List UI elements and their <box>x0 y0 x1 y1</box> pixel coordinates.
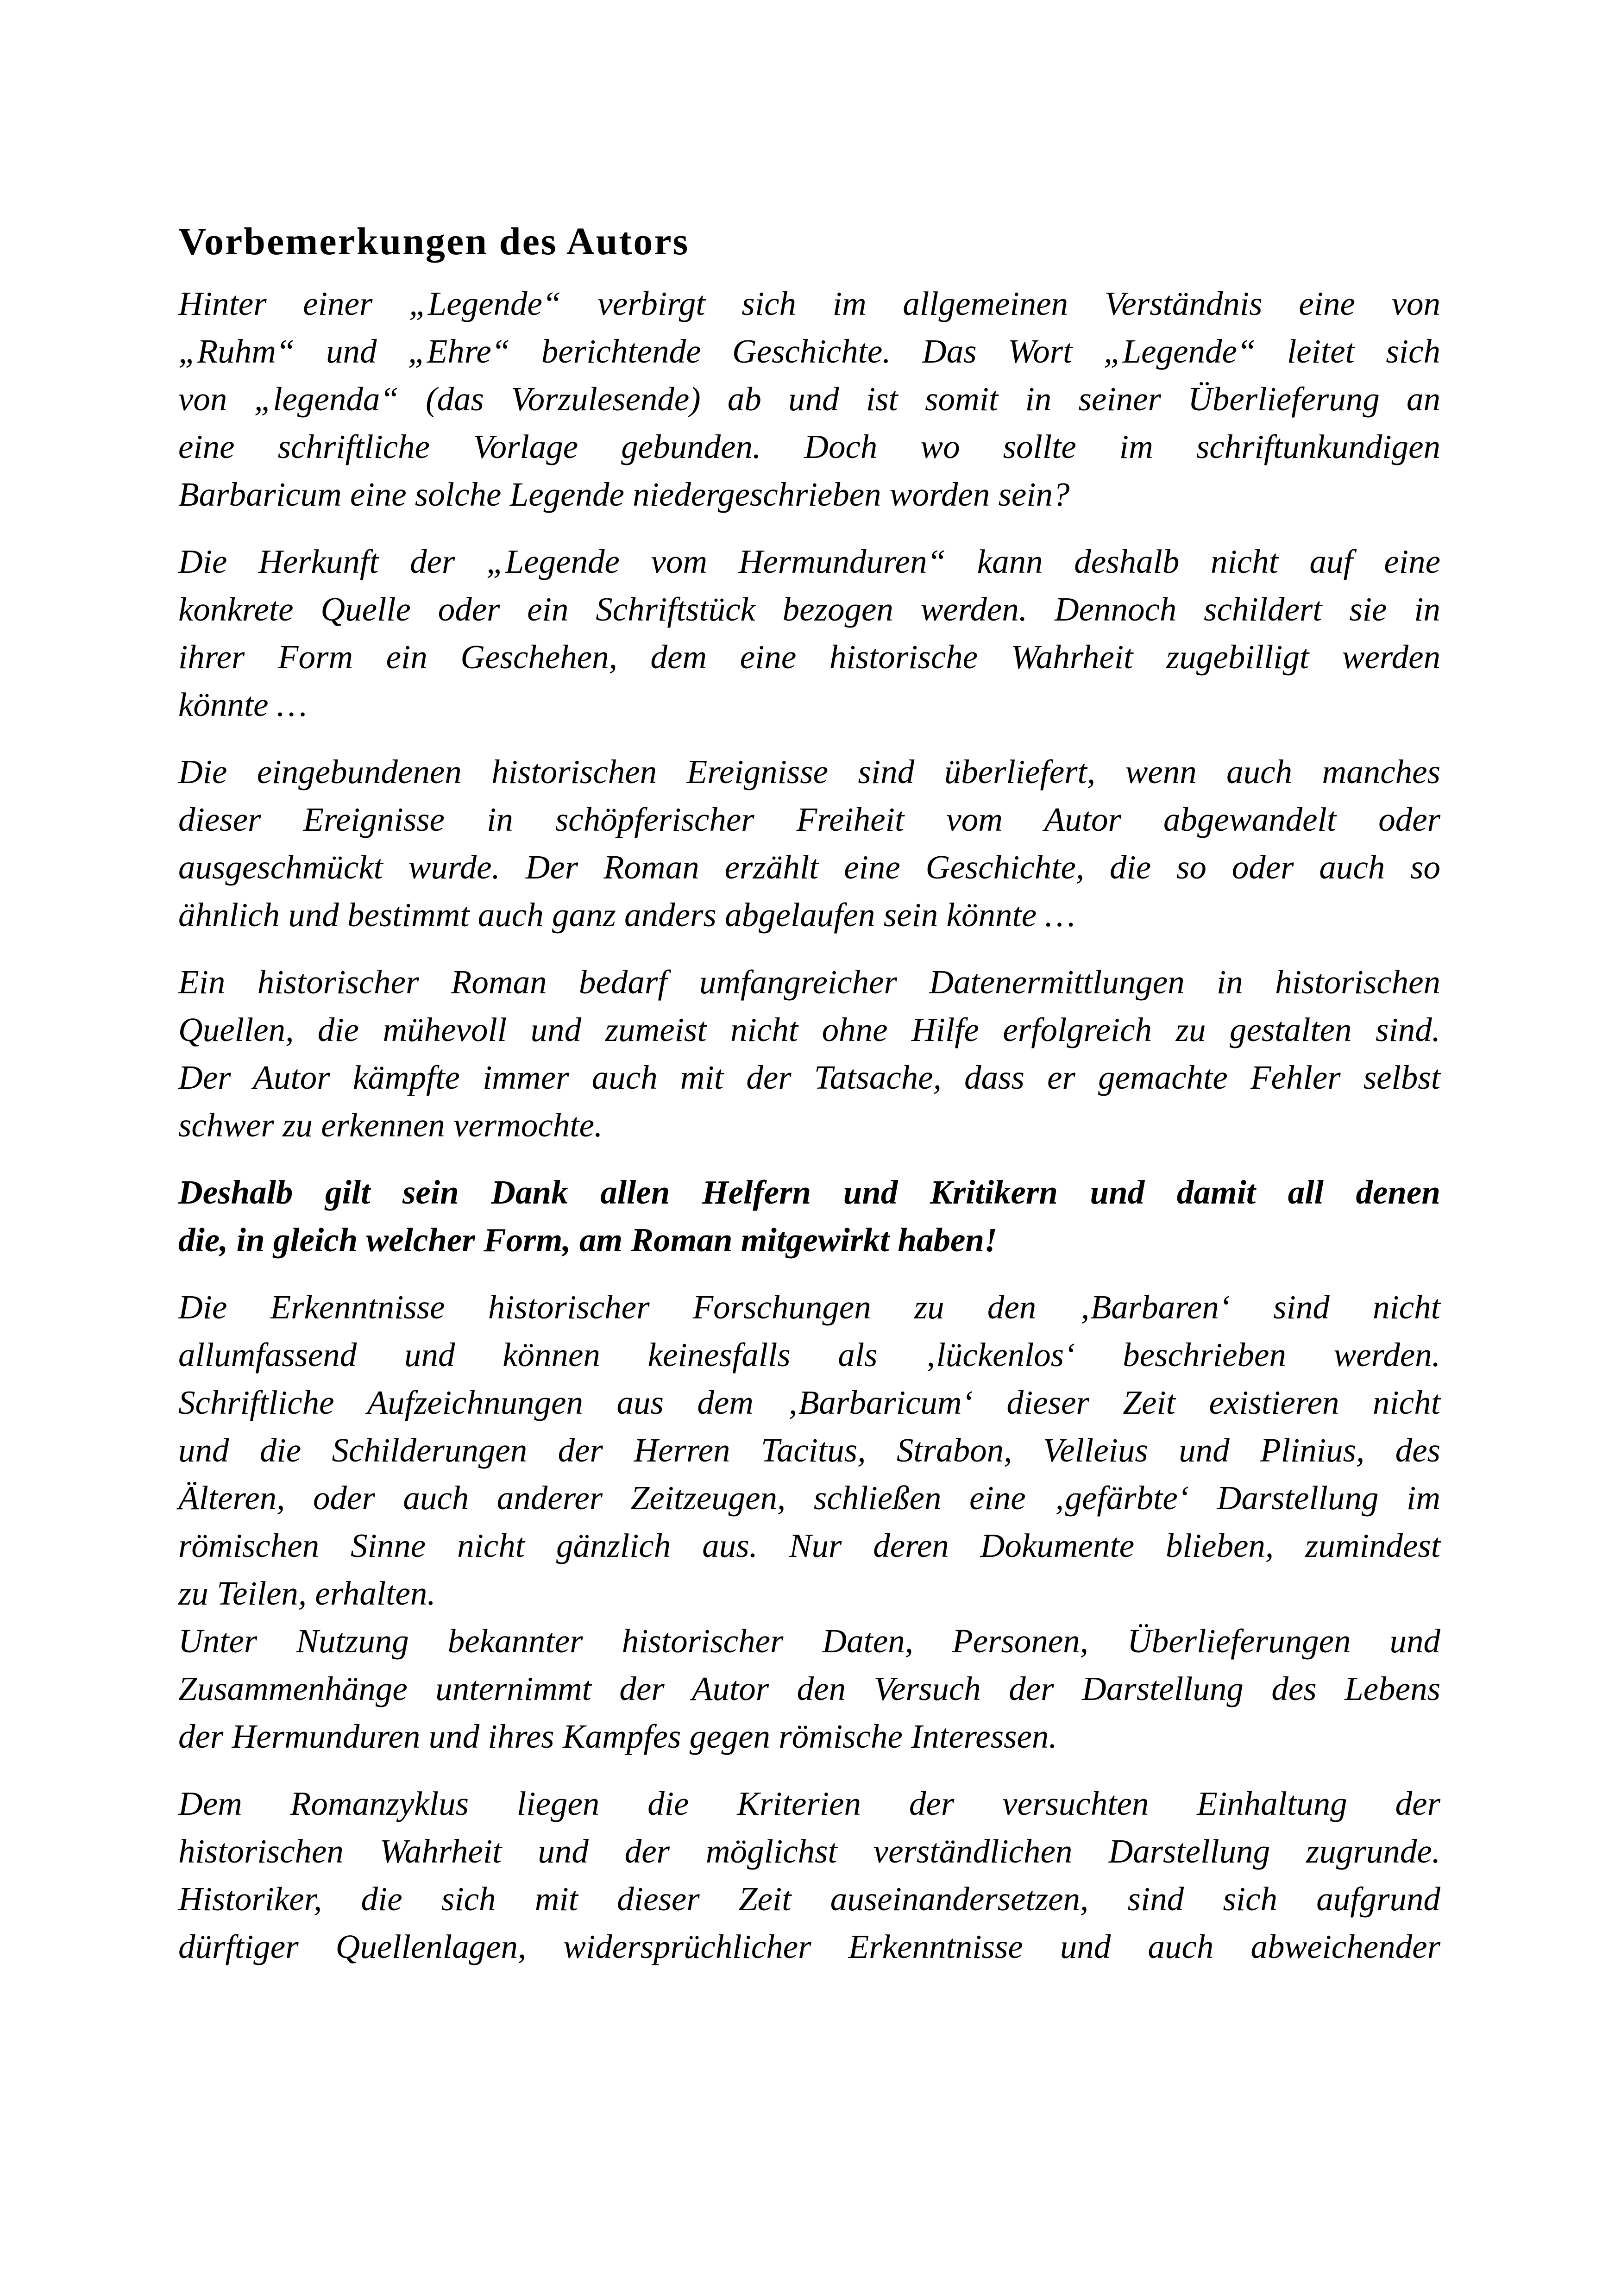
text-line: Die eingebundenen historischen Ereignisse sind überliefert, wenn auch manches <box>178 753 1440 790</box>
paragraph <box>178 958 1440 1149</box>
text-line: Die Erkenntnisse historischer Forschungen zu den ‚Barbaren‘ sind nicht <box>178 1288 1440 1326</box>
text-line: der Hermunduren und ihres Kampfes gegen römische Interessen. <box>178 1718 1057 1755</box>
text-line: die, in gleich welcher Form, am Roman mitgewirkt haben! <box>178 1221 998 1259</box>
text-line: von „legenda“ (das Vorzulesende) ab und ist somit in seiner Überlieferung an <box>178 380 1440 418</box>
text-line: Ein historischer Roman bedarf umfangreicher Datenermittlungen in historischen <box>178 963 1440 1001</box>
text-line: „Ruhm“ und „Ehre“ berichtende Geschichte. Das Wort „Legende“ leitet sich <box>178 332 1440 370</box>
text-line: könnte … <box>178 686 307 723</box>
text-line: Die Herkunft der „Legende vom Hermunduren“ kann deshalb nicht auf eine <box>178 543 1440 580</box>
text-line: Quellen, die mühevoll und zumeist nicht ohne Hilfe erfolgreich zu gestalten sind. <box>178 1011 1440 1048</box>
text-line: historischen Wahrheit und der möglichst verständlichen Darstellung zugrunde. <box>178 1832 1440 1870</box>
text-line: schwer zu erkennen vermochte. <box>178 1106 603 1144</box>
paragraph <box>178 748 1440 939</box>
text-line: Zusammenhänge unternimmt der Autor den Versuch der Darstellung des Lebens <box>178 1670 1440 1707</box>
paragraph-emphasis <box>178 1168 1440 1264</box>
paragraph <box>178 280 1440 518</box>
text-line: Barbaricum eine solche Legende niedergeschrieben worden sein? <box>178 476 1070 513</box>
paragraph <box>178 1283 1440 1760</box>
text-line: Historiker, die sich mit dieser Zeit auseinandersetzen, sind sich aufgrund <box>178 1880 1440 1918</box>
text-line: allumfassend und können keinesfalls als ‚lückenlos‘ beschrieben werden. <box>178 1336 1440 1374</box>
text-line: Deshalb gilt sein Dank allen Helfern und Kritikern und damit all denen <box>178 1173 1440 1211</box>
text-line: und die Schilderungen der Herren Tacitus, Strabon, Velleius und Plinius, des <box>178 1431 1440 1469</box>
page-content <box>178 222 1440 1990</box>
text-line: ausgeschmückt wurde. Der Roman erzählt eine Geschichte, die so oder auch so <box>178 848 1440 886</box>
text-line: Hinter einer „Legende“ verbirgt sich im allgemeinen Verständnis eine von <box>178 285 1440 322</box>
text-line: dürftiger Quellenlagen, widersprüchlicher Erkenntnisse und auch abweichender <box>178 1928 1440 1965</box>
text-line: Der Autor kämpfte immer auch mit der Tatsache, dass er gemachte Fehler selbst <box>178 1059 1440 1096</box>
text-line: eine schriftliche Vorlage gebunden. Doch wo sollte im schriftunkundigen <box>178 428 1440 465</box>
text-line: Älteren, oder auch anderer Zeitzeugen, schließen eine ‚gefärbte‘ Darstellung im <box>178 1479 1440 1517</box>
text-line: Schriftliche Aufzeichnungen aus dem ‚Barbaricum‘ dieser Zeit existieren nicht <box>178 1384 1440 1421</box>
text-line: ihrer Form ein Geschehen, dem eine historische Wahrheit zugebilligt werden <box>178 638 1440 676</box>
text-line: zu Teilen, erhalten. <box>178 1575 436 1612</box>
text-line: römischen Sinne nicht gänzlich aus. Nur deren Dokumente blieben, zumindest <box>178 1527 1440 1564</box>
section-heading: Vorbemerkungen des Autors <box>178 220 690 263</box>
body-text <box>178 280 1440 1970</box>
text-line: Unter Nutzung bekannter historischer Daten, Personen, Überlieferungen und <box>178 1622 1440 1660</box>
text-line: konkrete Quelle oder ein Schriftstück bezogen werden. Dennoch schildert sie in <box>178 590 1440 628</box>
paragraph <box>178 538 1440 728</box>
text-line: Dem Romanzyklus liegen die Kriterien der versuchten Einhaltung der <box>178 1785 1440 1822</box>
paragraph <box>178 1780 1440 1970</box>
text-line: ähnlich und bestimmt auch ganz anders abgelaufen sein könnte … <box>178 896 1075 934</box>
text-line: dieser Ereignisse in schöpferischer Freiheit vom Autor abgewandelt oder <box>178 801 1440 838</box>
